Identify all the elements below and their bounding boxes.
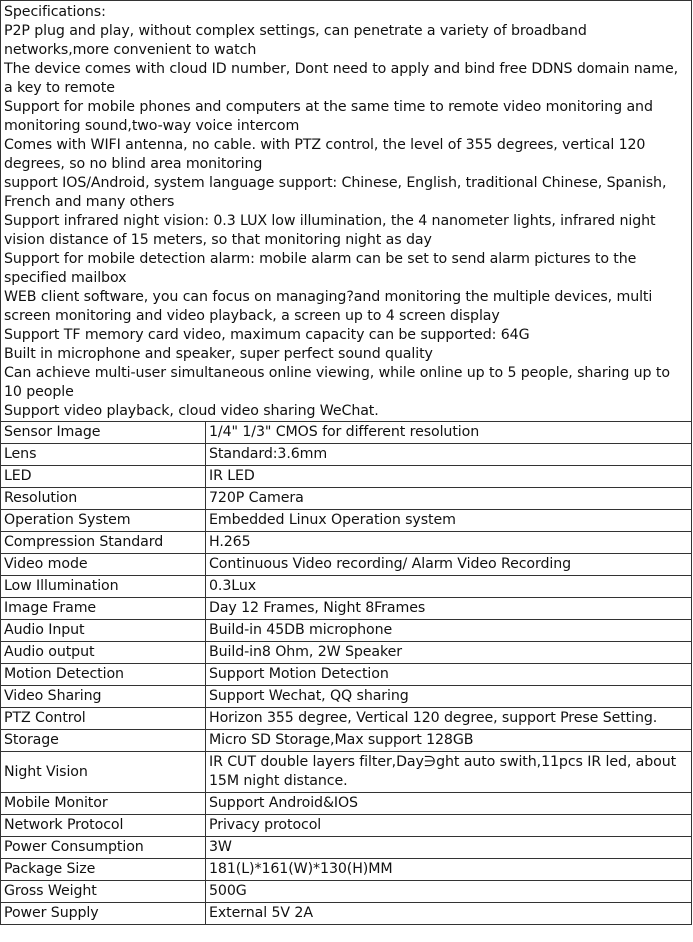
spec-value: Support Motion Detection — [206, 664, 692, 686]
table-row — [1, 793, 691, 815]
spec-key: Storage — [1, 730, 206, 752]
spec-key: LED — [1, 466, 206, 488]
table-row — [1, 598, 691, 620]
spec-value: Build-in8 Ohm, 2W Speaker — [206, 642, 692, 664]
table-row — [1, 730, 691, 752]
spec-value: Embedded Linux Operation system — [206, 510, 692, 532]
table-row — [1, 620, 691, 642]
intro-line-mic-speaker: Built in microphone and speaker, super perfect sound quality — [4, 346, 433, 362]
spec-value: 3W — [206, 837, 692, 859]
spec-value: External 5V 2A — [206, 903, 692, 925]
spec-value: Build-in 45DB microphone — [206, 620, 692, 642]
spec-key: PTZ Control — [1, 708, 206, 730]
spec-key: Image Frame — [1, 598, 206, 620]
table-row — [1, 903, 691, 925]
spec-value: H.265 — [206, 532, 692, 554]
spec-key: Power Supply — [1, 903, 206, 925]
table-row — [1, 576, 691, 598]
spec-value: IR LED — [206, 466, 692, 488]
table-row — [1, 837, 691, 859]
spec-value: 181(L)*161(W)*130(H)MM — [206, 859, 692, 881]
spec-value: Micro SD Storage,Max support 128GB — [206, 730, 692, 752]
spec-key: Video mode — [1, 554, 206, 576]
spec-value: Day 12 Frames, Night 8Frames — [206, 598, 692, 620]
spec-key: Package Size — [1, 859, 206, 881]
intro-line-cloud-id: The device comes with cloud ID number, Dont need to apply and bind free DDNS domain name, a key to remote — [4, 61, 679, 96]
table-row — [1, 642, 691, 664]
spec-value: 1/4" 1/3" CMOS for different resolution — [206, 422, 692, 444]
spec-value: Privacy protocol — [206, 815, 692, 837]
table-row — [1, 815, 691, 837]
table-row — [1, 752, 691, 793]
intro-line-tf-card: Support TF memory card video, maximum capacity can be supported: 64G — [4, 327, 530, 343]
intro-line-p2p: P2P plug and play, without complex settings, can penetrate a variety of broadband networks,more convenient to watch — [4, 23, 587, 58]
spec-value: Standard:3.6mm — [206, 444, 692, 466]
spec-value: 0.3Lux — [206, 576, 692, 598]
spec-value: 720P Camera — [206, 488, 692, 510]
table-row — [1, 554, 691, 576]
spec-value: Horizon 355 degree, Vertical 120 degree, support Prese Setting. — [206, 708, 692, 730]
table-row — [1, 686, 691, 708]
spec-intro — [1, 1, 691, 421]
spec-key: Network Protocol — [1, 815, 206, 837]
table-row — [1, 532, 691, 554]
intro-line-languages: support IOS/Android, system language support: Chinese, English, traditional Chinese, Spanish, French and many others — [4, 175, 667, 210]
intro-line-playback: Support video playback, cloud video sharing WeChat. — [4, 403, 379, 419]
spec-value: Support Wechat, QQ sharing — [206, 686, 692, 708]
spec-value: Support Android&IOS — [206, 793, 692, 815]
spec-key: Mobile Monitor — [1, 793, 206, 815]
spec-key: Audio output — [1, 642, 206, 664]
table-row — [1, 510, 691, 532]
table-row — [1, 466, 691, 488]
spec-value: IR CUT double layers filter,Day∋ght auto swith,11pcs IR led, about 15M night distance. — [206, 752, 692, 793]
table-row — [1, 422, 691, 444]
spec-key: Operation System — [1, 510, 206, 532]
table-row — [1, 488, 691, 510]
spec-key: Resolution — [1, 488, 206, 510]
intro-line-multi-user: Can achieve multi-user simultaneous online viewing, while online up to 5 people, sharing up to 10 people — [4, 365, 670, 400]
spec-heading: Specifications: — [4, 4, 106, 20]
spec-key: Compression Standard — [1, 532, 206, 554]
spec-key: Low Illumination — [1, 576, 206, 598]
spec-key: Lens — [1, 444, 206, 466]
spec-key: Night Vision — [1, 752, 206, 793]
spec-key: Gross Weight — [1, 881, 206, 903]
spec-key: Sensor Image — [1, 422, 206, 444]
intro-line-wifi-ptz: Comes with WIFI antenna, no cable. with PTZ control, the level of 355 degrees, vertical 120 degrees, so no blind area monitoring — [4, 137, 646, 172]
spec-table — [1, 421, 691, 924]
intro-line-night-vision: Support infrared night vision: 0.3 LUX low illumination, the 4 nanometer lights, infrared night vision distance of 15 meters, so that monitoring night as day — [4, 213, 656, 248]
table-row — [1, 664, 691, 686]
spec-key: Power Consumption — [1, 837, 206, 859]
spec-key: Audio Input — [1, 620, 206, 642]
spec-value: 500G — [206, 881, 692, 903]
spec-value: Continuous Video recording/ Alarm Video Recording — [206, 554, 692, 576]
spec-key: Motion Detection — [1, 664, 206, 686]
table-row — [1, 444, 691, 466]
intro-line-remote-video: Support for mobile phones and computers at the same time to remote video monitoring and monitoring sound,two-way voice intercom — [4, 99, 653, 134]
table-row — [1, 859, 691, 881]
intro-line-web-client: WEB client software, you can focus on managing?and monitoring the multiple devices, multi screen monitoring and video playback, a screen up to 4 screen display — [4, 289, 653, 324]
spec-key: Video Sharing — [1, 686, 206, 708]
table-row — [1, 708, 691, 730]
table-row — [1, 881, 691, 903]
intro-line-motion-alarm: Support for mobile detection alarm: mobile alarm can be set to send alarm pictures to the specified mailbox — [4, 251, 637, 286]
